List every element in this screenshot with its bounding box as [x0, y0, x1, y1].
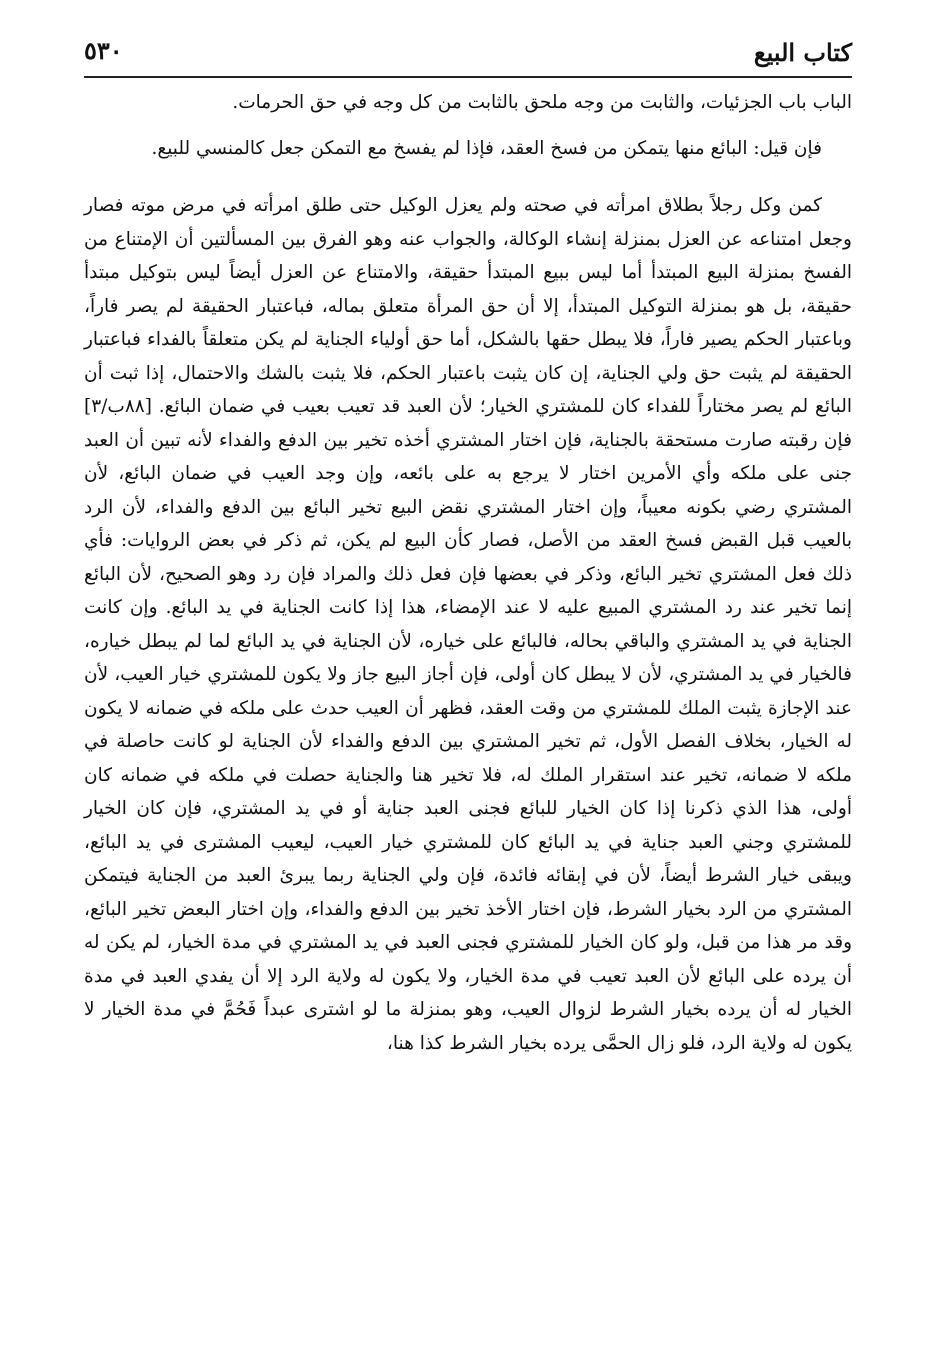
page-number: ٥٣٠ — [84, 36, 123, 65]
paragraph-continuation: الباب باب الجزئيات، والثابت من وجه ملحق بالثابت من كل وجه في حق الحرمات. — [232, 92, 852, 113]
page-body — [84, 86, 852, 1060]
paragraph-objection: فإن قيل: البائع منها يتمكن من فسخ العقد، فإذا لم يفسخ مع التمكن جعل كالمنسي للبيع. — [151, 137, 822, 159]
running-header — [84, 30, 852, 78]
chapter-title: كتاب البيع — [753, 38, 852, 67]
paragraph-main-answer: كمن وكل رجلاً بطلاق امرأته في صحته ولم يعزل الوكيل حتى طلق امرأته في مرض موته فصار وجعل امتناعه عن العزل بمنزلة إنشاء الوكالة، والجواب عنه وهو الفرق بين المسألتين أن الإمتناع من الفسخ بمنزلة البيع المبتدأ أما ليس ببيع المبتدأ حقيقة، والامتناع عن العزل أيضاً ليس بتوكيل مبتدأ حقيقة، بل هو بمنزلة التوكيل المبتدأ، إلا أن حق المرأة متعلق بماله، فباعتبار الحقيقة لم يصر فاراً، وباعتبار الحكم يصير فاراً، فلا يبطل حقها بالشكل، أما حق أولياء الجناية لم يكن متعلقاً بالفداء فباعتبار الحقيقة لم يثبت حق ولي الجناية، إن كان يثبت باعتبار الحكم، فلا يثبت بالشك والاحتمال، إذا ثبت أن البائع لم يصر مختاراً للفداء كان للمشتري الخيار؛ لأن العبد قد تعيب بعيب في ضمان البائع. [٨٨ب/٣] فإن رقبته صارت مستحقة بالجناية، فإن اختار المشتري أخذه تخير بين الدفع والفداء لأنه تبين أن العبد جنى على ملكه وأي الأمرين اختار لا يرجع به على بائعه، وإن وجد العيب في ضمان البائع، لأن المشتري رضي بكونه معيباً، وإن اختار المشتري نقض البيع تخير البائع بين الدفع والفداء، لأن الرد بالعيب قبل القبض فسخ العقد من الأصل، فصار كأن البيع لم يكن، ثم ذكر في بعض الروايات: فأي ذلك فعل المشتري تخير البائع، وذكر في بعضها فإن فعل ذلك والمراد فإن رد وهو الصحيح، لأن البائع إنما تخير عند رد المشتري المبيع عليه لا عند الإمضاء، هذا إذا كانت الجناية في يد البائع. وإن كانت الجناية في يد المشتري والباقي بحاله، فالبائع على خياره، لأن الجناية في يد البائع لما لم يبطل خياره، فالخيار في يد المشتري، لأن لا يبطل كان أولى، فإن أجاز البيع جاز ولا يكون للمشتري خيار العيب، لأن عند الإجازة يثبت الملك للمشتري من وقت العقد، فظهر أن العيب حدث على ملكه في ضمانه لا يكون له الخيار، بخلاف الفصل الأول، ثم تخير المشتري بين الدفع والفداء لأن الجناية لو كانت حاصلة في ملكه لا ضمانه، تخير عند استقرار الملك له، فلا تخير هنا والجناية حصلت في ملكه في ضمانه كان أولى، هذا الذي ذكرنا إذا كان الخيار للبائع فجنى العبد جناية أو في يد المشتري، فإن كان الخيار للمشتري وجني العبد جناية في يد البائع كان للمشتري خيار العيب، ليعيب المشترى في يد البائع، ويبقى خيار الشرط أيضاً، لأن في إبقائه فائدة، فإن ولي الجناية ربما يبرئ العبد من الجناية فيتمكن المشتري من الرد بخيار الشرط، فإن اختار الأخذ تخير بين الدفع والفداء، وإن اختار البعض تخير البائع، وقد مر هذا من قبل، ولو كان الخيار للمشتري فجنى العبد في يد المشتري في مدة الخيار، لم يكن له أن يرده على البائع لأن العبد تعيب في مدة الخيار، ولا يكون له ولاية الرد إلا أن يفدي العبد في مدة الخيار له أن يرده بخيار الشرط لزوال العيب، وهو بمنزلة ما لو اشترى عبداً فَحُمَّ في مدة الخيار لا يكون له ولاية الرد، فلو زال الحمَّى يرده بخيار الشرط كذا هنا، — [84, 195, 852, 1054]
